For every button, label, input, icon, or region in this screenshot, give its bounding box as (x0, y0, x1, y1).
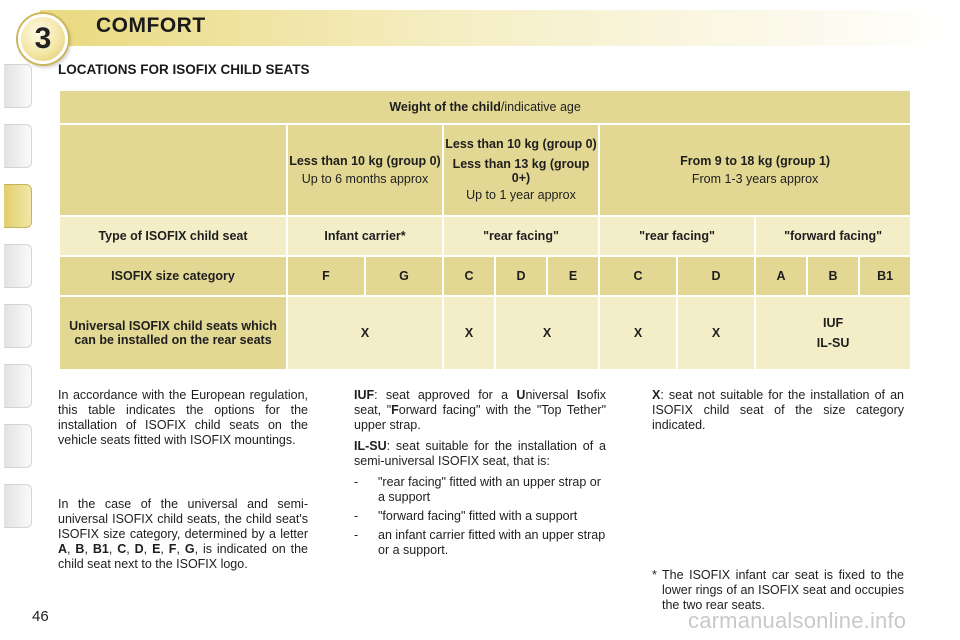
group-0-plus-weight: Less than 13 kg (group 0+) (452, 156, 590, 185)
list-item-text: "rear facing" fitted with an upper strap or a support (378, 475, 601, 504)
letter-b1: B1 (92, 542, 109, 556)
universal-seat-cell: X (496, 297, 598, 369)
size-category-cell: G (366, 257, 442, 295)
letter-f: F (168, 542, 177, 556)
iuf-text-c: sofix seat, " (354, 388, 606, 417)
x-text: : seat not suitable for the installation of an ISOFIX child seat of the size category indicated. (652, 388, 904, 432)
iuf-letter-i: I (576, 388, 581, 402)
iuf-definition (354, 388, 606, 433)
list-item (354, 509, 606, 524)
il-su-code: IL-SU (816, 335, 850, 350)
universal-seat-label: Universal ISOFIX child seats which can be installed on the rear seats (60, 297, 286, 369)
universal-seat-cell: X (288, 297, 442, 369)
footnote-star: * (652, 568, 657, 582)
x-definition (652, 388, 904, 433)
size-category-cell: A (756, 257, 806, 295)
chapter-tab-1[interactable] (4, 64, 32, 108)
dash-bullet: - (354, 475, 359, 489)
chapter-tab-6[interactable] (4, 364, 32, 408)
dash-bullet: - (354, 509, 359, 523)
size-category-paragraph: In the case of the universal and semi-universal ISOFIX child seats, the child seat's ISOFIX size category, determined by a letter A, B, B1, C, D, E, F, G, is indicated on the child seat next to the ISOFIX logo. (58, 497, 309, 571)
il-su-term: IL-SU (354, 439, 387, 453)
seat-type-rear-facing-1: "rear facing" (444, 217, 598, 255)
il-su-text: : seat suitable for the installation of a semi-universal ISOFIX seat, that is: (354, 439, 606, 468)
seat-type-rear-facing-2: "rear facing" (600, 217, 754, 255)
chapter-tab-2[interactable] (4, 124, 32, 168)
weight-header-cell (60, 91, 910, 123)
seat-type-infant-carrier: Infant carrier* (288, 217, 442, 255)
chapter-title: COMFORT (96, 14, 206, 37)
dash-bullet: - (354, 528, 359, 542)
iuf-letter-u: U (516, 388, 526, 402)
size-category-cell: C (444, 257, 494, 295)
legend-middle-column (354, 388, 606, 562)
universal-seat-row (60, 297, 910, 369)
chapter-tab-8[interactable] (4, 484, 32, 528)
size-category-row (60, 257, 910, 295)
il-su-definition (354, 439, 606, 469)
isofix-table (58, 89, 912, 371)
page-number: 46 (32, 608, 49, 625)
chapter-tab-7[interactable] (4, 424, 32, 468)
letter-g: G (184, 542, 195, 556)
list-item (354, 528, 606, 558)
group-0-weight-alt: Less than 10 kg (group 0) (445, 137, 597, 152)
size-category-text-start: In the case of the universal and semi-universal ISOFIX child seats, the child seat's ISOFIX size category, determined by a letter (58, 497, 308, 541)
group-0-weight: Less than 10 kg (group 0) (289, 154, 441, 169)
iuf-text-a: : seat approved for a (374, 388, 517, 402)
chapter-tab-4[interactable] (4, 244, 32, 288)
iuf-term: IUF (354, 388, 375, 402)
letter-d: D (134, 542, 144, 556)
universal-seat-iuf-cell (756, 297, 910, 369)
group-1-age: From 1-3 years approx (691, 171, 819, 186)
section-title: LOCATIONS FOR ISOFIX CHILD SEATS (58, 62, 310, 77)
group-cell-1 (600, 125, 910, 215)
group-0-age: Up to 6 months approx (301, 171, 429, 186)
group-row (60, 125, 910, 215)
group-0-plus-age: Up to 1 year approx (466, 188, 576, 203)
size-category-cell: D (678, 257, 754, 295)
size-category-cell: F (288, 257, 364, 295)
group-cell-0-plus (444, 125, 598, 215)
universal-seat-cell: X (600, 297, 676, 369)
list-item (354, 475, 606, 505)
size-category-cell: E (548, 257, 598, 295)
footnote-text: The ISOFIX infant car seat is fixed to the lower rings of an ISOFIX seat and occupies the two rear seats. (662, 568, 904, 612)
seat-type-row (60, 217, 910, 255)
footnote (652, 568, 904, 613)
letter-e: E (152, 542, 161, 556)
intro-paragraph: In accordance with the European regulation, this table indicates the options for the installation of ISOFIX child seats on the vehicle seats fitted with ISOFIX mountings. (58, 388, 308, 447)
group-1-weight: From 9 to 18 kg (group 1) (680, 154, 831, 169)
chapter-tabs (0, 64, 36, 574)
seat-type-forward-facing: "forward facing" (756, 217, 910, 255)
size-category-cell: D (496, 257, 546, 295)
iuf-text-b: niversal (525, 388, 577, 402)
chapter-tab-5[interactable] (4, 304, 32, 348)
iuf-letter-f: F (391, 403, 399, 417)
chapter-number-badge: 3 (18, 14, 68, 64)
size-category-cell: B (808, 257, 858, 295)
list-item-text: an infant carrier fitted with an upper strap or a support. (378, 528, 606, 557)
chapter-tab-3-active[interactable] (4, 184, 32, 228)
iuf-text-d: orward facing" with the "Top Tether" upper strap. (354, 403, 607, 432)
weight-header-row (60, 91, 910, 123)
size-category-text-end: , is indicated on the child seat next to the ISOFIX logo. (58, 542, 309, 571)
weight-header-rest: /indicative age (500, 99, 581, 114)
x-term: X (652, 388, 661, 402)
letter-b: B (75, 542, 85, 556)
letter-c: C (117, 542, 127, 556)
watermark: carmanualsonline.info (688, 608, 907, 633)
letter-a: A (58, 542, 68, 556)
group-row-empty-cell (60, 125, 286, 215)
seat-type-label: Type of ISOFIX child seat (60, 217, 286, 255)
size-category-cell: B1 (860, 257, 910, 295)
size-category-label: ISOFIX size category (60, 257, 286, 295)
size-category-cell: C (600, 257, 676, 295)
universal-seat-cell: X (678, 297, 754, 369)
weight-header-bold: Weight of the child (389, 99, 501, 114)
group-cell-0 (288, 125, 442, 215)
list-item-text: "forward facing" fitted with a support (378, 509, 578, 523)
iuf-code: IUF (823, 316, 844, 331)
universal-seat-cell: X (444, 297, 494, 369)
